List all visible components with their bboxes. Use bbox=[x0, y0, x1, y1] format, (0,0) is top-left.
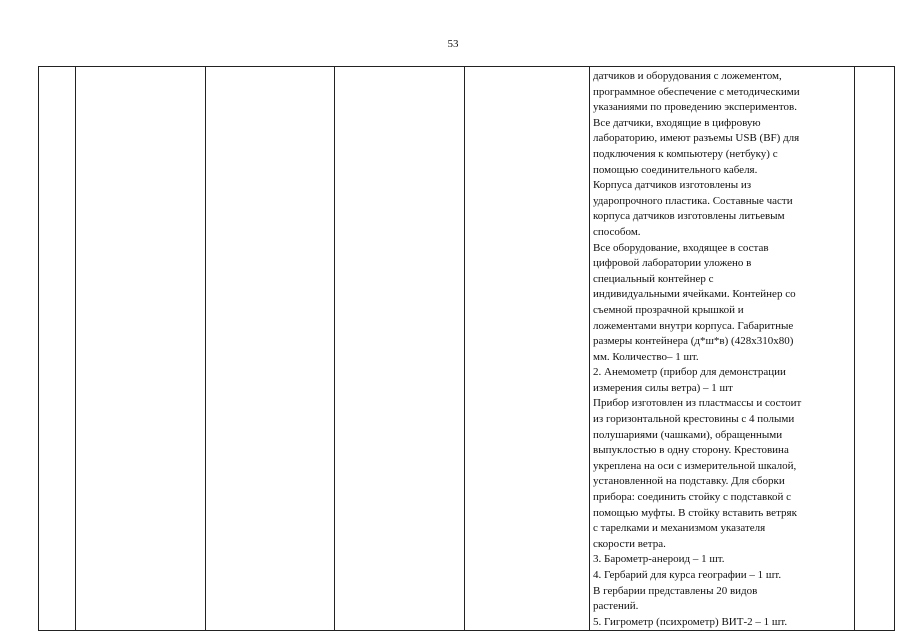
description-line: программное обеспечение с методическими bbox=[593, 85, 800, 98]
table-cell-2 bbox=[76, 67, 206, 631]
table-cell-3 bbox=[206, 67, 335, 631]
description-line: ложементами внутри корпуса. Габаритные bbox=[593, 319, 794, 332]
description-line: Прибор изготовлен из пластмассы и состоит bbox=[593, 397, 802, 410]
description-line: размеры контейнера (д*ш*в) (428x310x80) bbox=[593, 335, 794, 348]
description-line: способом. bbox=[593, 225, 641, 238]
description-line: измерения силы ветра) – 1 шт bbox=[593, 381, 733, 394]
page-number: 53 bbox=[447, 38, 459, 50]
table-row bbox=[39, 67, 895, 631]
description-line: растений. bbox=[593, 600, 639, 613]
description-line: Корпуса датчиков изготовлены из bbox=[593, 179, 752, 192]
description-line: В гербарии представлены 20 видов bbox=[593, 584, 758, 597]
table-cell-number bbox=[39, 67, 76, 631]
description-line: 2. Анемометр (прибор для демонстрации bbox=[593, 366, 786, 379]
description-line: 5. Гигрометр (психрометр) ВИТ-2 – 1 шт. bbox=[593, 615, 788, 628]
description-line: установленной на подставку. Для сборки bbox=[593, 475, 785, 488]
description-line: ударопрочного пластика. Составные части bbox=[593, 194, 793, 207]
description-line: выпуклостью в одну сторону. Крестовина bbox=[593, 444, 789, 457]
table-cell-last bbox=[855, 67, 895, 631]
specification-table bbox=[38, 66, 895, 631]
description-line: с тарелками и механизмом указателя bbox=[593, 522, 766, 535]
description-line: лабораторию, имеют разъемы USB (BF) для bbox=[593, 132, 800, 145]
description-line: 4. Гербарий для курса географии – 1 шт. bbox=[593, 569, 782, 581]
table-cell-4 bbox=[335, 67, 465, 631]
description-line: цифровой лаборатории уложено в bbox=[593, 257, 752, 270]
description-line: корпуса датчиков изготовлены литьевым bbox=[593, 210, 785, 223]
description-line: индивидуальными ячейками. Контейнер со bbox=[593, 288, 796, 301]
description-line: прибора: соединить стойку с подставкой с bbox=[593, 491, 792, 504]
description-line: съемной прозрачной крышкой и bbox=[593, 303, 744, 316]
description-line: помощью соединительного кабеля. bbox=[593, 163, 758, 176]
table-cell-5 bbox=[465, 67, 590, 631]
description-line: из горизонтальной крестовины с 4 полыми bbox=[593, 413, 795, 426]
description-line: укреплена на оси с измерительной шкалой, bbox=[593, 459, 797, 472]
description-line: указаниями по проведению экспериментов. bbox=[593, 101, 797, 114]
description-line: Все датчики, входящие в цифровую bbox=[593, 116, 761, 129]
description-line: специальный контейнер с bbox=[593, 272, 714, 285]
description-line: 3. Барометр-анероид – 1 шт. bbox=[593, 553, 725, 566]
description-line: мм. Количество– 1 шт. bbox=[593, 350, 699, 363]
description-line: помощью муфты. В стойку вставить ветряк bbox=[593, 506, 797, 519]
description-line: датчиков и оборудования с ложементом, bbox=[593, 70, 782, 82]
table-cell-description bbox=[590, 67, 855, 631]
description-line: полушариями (чашками), обращенными bbox=[593, 428, 783, 441]
description-line: Все оборудование, входящее в состав bbox=[593, 241, 769, 254]
description-line: подключения к компьютеру (нетбуку) с bbox=[593, 147, 778, 160]
description-line: скорости ветра. bbox=[593, 537, 666, 550]
